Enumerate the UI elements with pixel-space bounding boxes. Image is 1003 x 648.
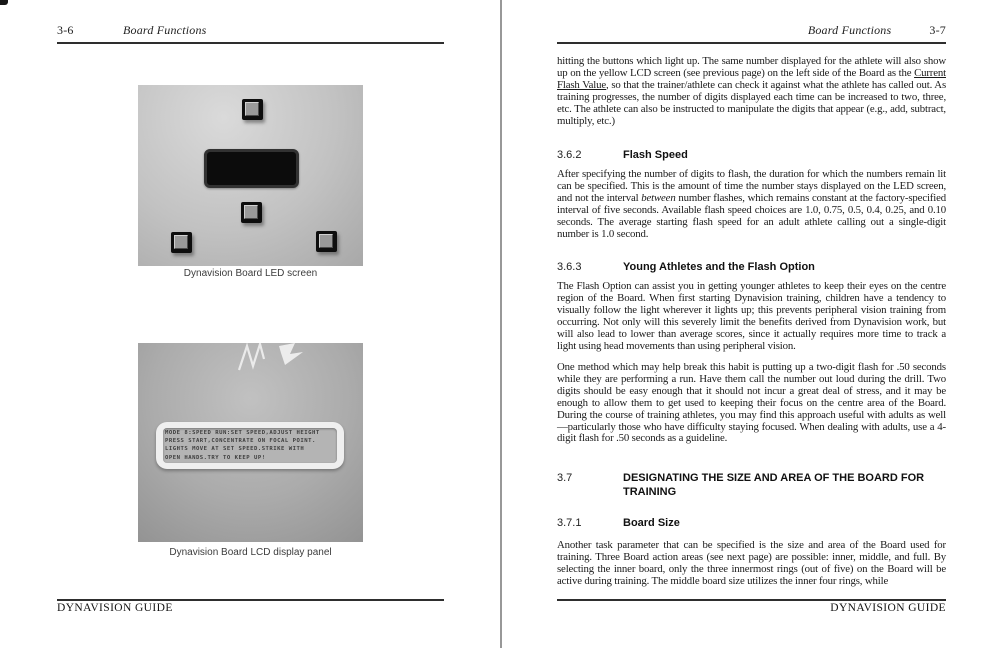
section-title: DESIGNATING THE SIZE AND AREA OF THE BOARD FOR TRAINING	[623, 472, 925, 498]
button-cap	[244, 205, 258, 219]
section-number: 3.7.1	[557, 517, 582, 529]
section-number: 3.6.2	[557, 149, 582, 161]
left-header-rule	[57, 42, 444, 44]
lcd-panel	[156, 422, 344, 469]
button-cap	[174, 235, 188, 249]
left-footer-rule	[57, 599, 444, 601]
left-page-header	[57, 23, 444, 38]
board-size-paragraph: Another task parameter that can be specified is the size and area of the Board used for training. Three Board action areas (see next page) are possible: inner, middle, and full. By selecting the inner board, only the three innermost rings (out of five) on the Board will be active during training. The middle board size utilizes the inner four rings, while	[557, 539, 946, 587]
button-cap	[245, 102, 259, 116]
young-athletes-paragraph-1: The Flash Option can assist you in getting younger athletes to keep their eyes on the centre region of the Board. When first starting Dynavision training, children have a tendency to visually follow the light wherever it lights up; this prevents peripheral vision training from occurring. Not only will this severely limit the benefits derived from Dynavision work, but will also lead to lower than average scores, since it actually requires more time to track a light using head movements than using peripheral vision.	[557, 280, 946, 352]
left-running-title: Board Functions	[123, 23, 207, 37]
right-page-footer: DYNAVISION GUIDE	[830, 602, 946, 614]
button-cap	[319, 234, 333, 248]
right-running-title: Board Functions	[807, 23, 892, 37]
current-flash-value-underlined: Current Flash Value	[557, 66, 946, 91]
right-header-rule	[557, 42, 946, 44]
right-page-header	[557, 23, 946, 38]
section-number: 3.7	[557, 472, 573, 484]
intro-text-post: , so that the trainer/athlete can check it against what the athlete has called out. As training progresses, the number of digits displayed each time can be increased to two, three, etc. The athlete can also be instructed to manipulate the digits that appear (e.g., add, subtract, multiply, etc.)	[557, 78, 946, 127]
lcd-screen	[163, 428, 337, 463]
section-title: Flash Speed	[623, 149, 688, 161]
lcd-text-line: OPEN HANDS.TRY TO KEEP UP!	[165, 454, 266, 461]
left-page-number: 3-6	[57, 23, 74, 37]
page-divider	[500, 0, 502, 648]
section-heading-young-athletes	[557, 260, 946, 274]
scan-artifact	[0, 0, 8, 5]
photo-led-screen	[138, 85, 363, 266]
right-page-number: 3-7	[929, 23, 946, 37]
board-button-middle	[241, 202, 262, 223]
led-screen-display	[204, 149, 299, 188]
section-title: Young Athletes and the Flash Option	[623, 261, 815, 273]
photo-lcd-panel	[138, 343, 363, 542]
lcd-text-line: LIGHTS MOVE AT SET SPEED.STRIKE WITH	[165, 446, 305, 453]
right-footer-rule	[557, 599, 946, 601]
section-heading-designating-size	[557, 471, 946, 499]
section-heading-flash-speed	[557, 148, 946, 162]
figure1-caption: Dynavision Board LED screen	[183, 268, 318, 279]
lcd-text-line: PRESS START,CONCENTRATE ON FOCAL POINT.	[165, 438, 316, 445]
left-page-footer: DYNAVISION GUIDE	[57, 602, 173, 614]
section-heading-board-size	[557, 516, 946, 530]
flash-speed-paragraph	[557, 169, 946, 240]
lcd-text-line: MODE 8:SPEED RUN:SET SPEED,ADJUST HEIGHT	[165, 430, 320, 436]
figure2-caption: Dynavision Board LCD display panel	[169, 547, 332, 558]
intro-text-pre: hitting the buttons which light up. The same number displayed for the athlete will also show up on the yellow LCD screen (see previous page) on the left side of the Board as the	[557, 55, 946, 79]
intro-paragraph	[557, 56, 946, 127]
section-title: Board Size	[623, 517, 680, 529]
between-italic: between	[641, 191, 676, 204]
board-button-top	[242, 99, 263, 120]
board-button-bottom-left	[171, 232, 192, 253]
board-button-bottom-right	[316, 231, 337, 252]
flash-speed-text-post: number flashes, which remains constant at the factory-specified interval of five seconds. Available flash speed choices are 1.0, 0.75, 0.5, 0.4, 0.25, and 0.10 seconds. The average starting flash speed for an adult athlete calling out a single-digit number is 1.0 second.	[557, 191, 946, 240]
photo-white-marking	[233, 343, 313, 371]
young-athletes-paragraph-2: One method which may help break this habit is putting up a two-digit flash for .50 seconds while they are performing a run. Have them call the number out loud during the drill. Two digits should be easy enough that it should not incur a great deal of stress, and it may be enough to allow them to get used to keeping their focus on the centre area of the Board. During the course of training athletes, you may find this approach useful with adults as well—particularly those who have difficulty staying focused. When dealing with adults, use a 4-digit flash for .50 seconds as a guideline.	[557, 361, 946, 445]
section-number: 3.6.3	[557, 261, 582, 273]
flash-speed-text-pre: After specifying the number of digits to flash, the duration for which the numbers remain lit can be specified. This is the amount of time the number stays displayed on the LED screen, and not the interval	[557, 168, 946, 204]
